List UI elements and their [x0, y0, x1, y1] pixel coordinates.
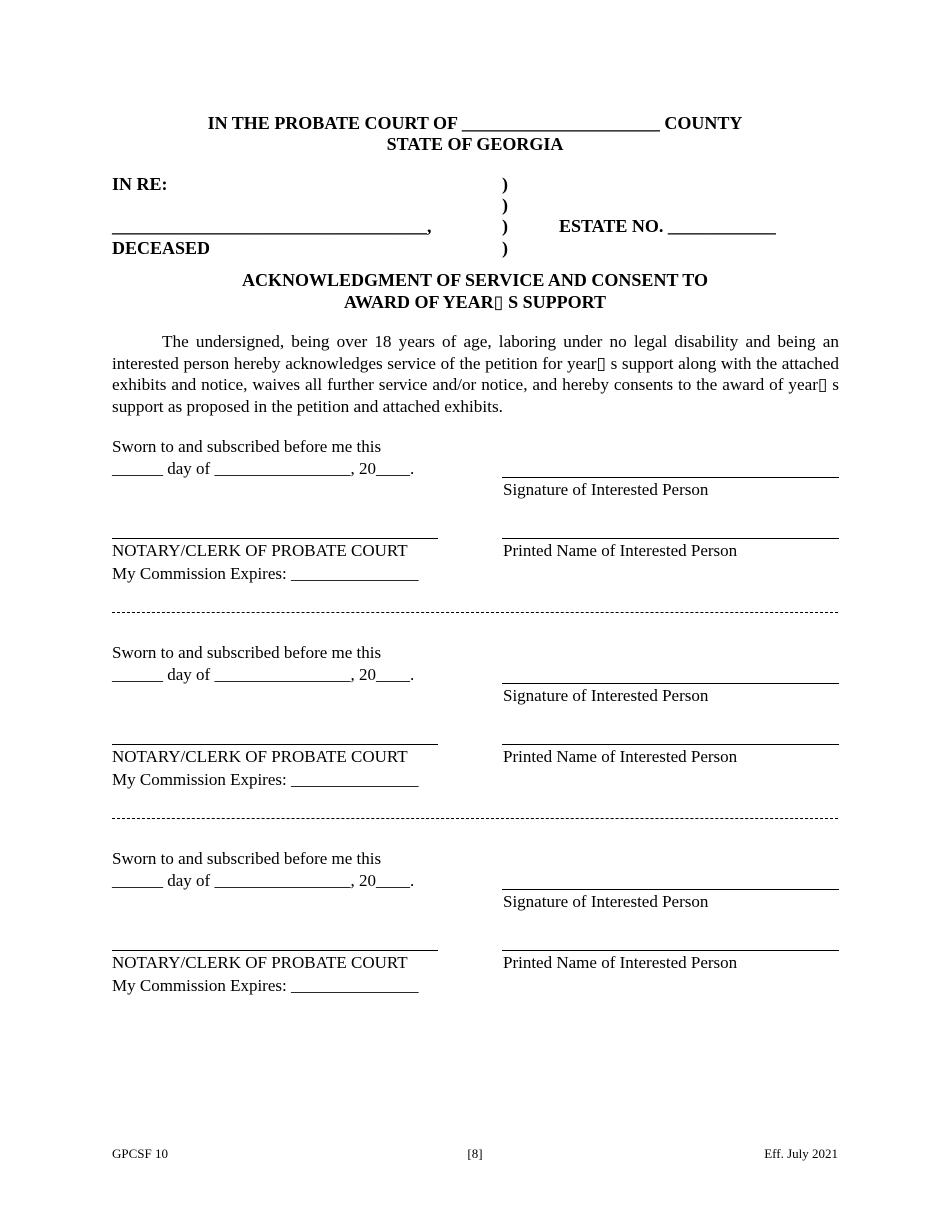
separator-line	[112, 818, 838, 819]
commission-expires[interactable]: My Commission Expires: _______________	[112, 564, 419, 583]
sworn-date-blanks[interactable]: ______ day of ________________, 20____.	[112, 665, 415, 684]
notary-label: NOTARY/CLERK OF PROBATE COURT	[112, 541, 408, 560]
sworn-text: Sworn to and subscribed before me this	[112, 643, 382, 662]
sworn-date-blanks[interactable]: ______ day of ________________, 20____.	[112, 871, 415, 890]
form-title-line1: ACKNOWLEDGMENT OF SERVICE AND CONSENT TO	[242, 270, 708, 290]
signature-line[interactable]	[502, 683, 839, 684]
state-heading: STATE OF GEORGIA	[386, 134, 564, 154]
sworn-text: Sworn to and subscribed before me this	[112, 437, 382, 456]
notary-label: NOTARY/CLERK OF PROBATE COURT	[112, 953, 408, 972]
printed-name-line[interactable]	[502, 950, 839, 951]
decedent-name-blank[interactable]: ___________________________________,	[112, 216, 432, 236]
caption-paren: )	[502, 174, 508, 194]
signature-label: Signature of Interested Person	[503, 480, 709, 499]
commission-expires[interactable]: My Commission Expires: _______________	[112, 976, 419, 995]
signature-line[interactable]	[502, 889, 839, 890]
notary-signature-line[interactable]	[112, 744, 438, 745]
separator-line	[112, 612, 838, 613]
signature-line[interactable]	[502, 477, 839, 478]
page-number: [8]	[467, 1146, 483, 1161]
in-re-label: IN RE:	[112, 174, 168, 194]
notary-signature-line[interactable]	[112, 950, 438, 951]
sworn-date-blanks[interactable]: ______ day of ________________, 20____.	[112, 459, 415, 478]
printed-name-label: Printed Name of Interested Person	[503, 747, 738, 766]
commission-expires[interactable]: My Commission Expires: _______________	[112, 770, 419, 789]
deceased-label: DECEASED	[112, 238, 211, 258]
signature-label: Signature of Interested Person	[503, 686, 709, 705]
caption-paren: )	[502, 195, 508, 215]
court-heading: IN THE PROBATE COURT OF ______________________ COUNTY	[207, 113, 743, 133]
form-code: GPCSF 10	[112, 1146, 168, 1161]
printed-name-line[interactable]	[502, 538, 839, 539]
notary-signature-line[interactable]	[112, 538, 438, 539]
caption-paren: )	[502, 216, 508, 236]
printed-name-label: Printed Name of Interested Person	[503, 953, 738, 972]
form-title-line2: AWARD OF YEAR▯ S SUPPORT	[344, 292, 606, 312]
printed-name-label: Printed Name of Interested Person	[503, 541, 738, 560]
printed-name-line[interactable]	[502, 744, 839, 745]
effective-date: Eff. July 2021	[764, 1146, 838, 1161]
notary-label: NOTARY/CLERK OF PROBATE COURT	[112, 747, 408, 766]
consent-paragraph: The undersigned, being over 18 years of age, laboring under no legal disability and being an interested person hereby acknowledges service of the petition for year▯ s support along with the attached exhibits and notice, waives all further service and/or notice, and hereby consents to the award of year▯ s support as proposed in the petition and attached exhibits.	[112, 332, 839, 416]
signature-label: Signature of Interested Person	[503, 892, 709, 911]
sworn-text: Sworn to and subscribed before me this	[112, 849, 382, 868]
caption-paren: )	[502, 238, 508, 258]
estate-number-field[interactable]: ESTATE NO. ____________	[559, 216, 776, 236]
